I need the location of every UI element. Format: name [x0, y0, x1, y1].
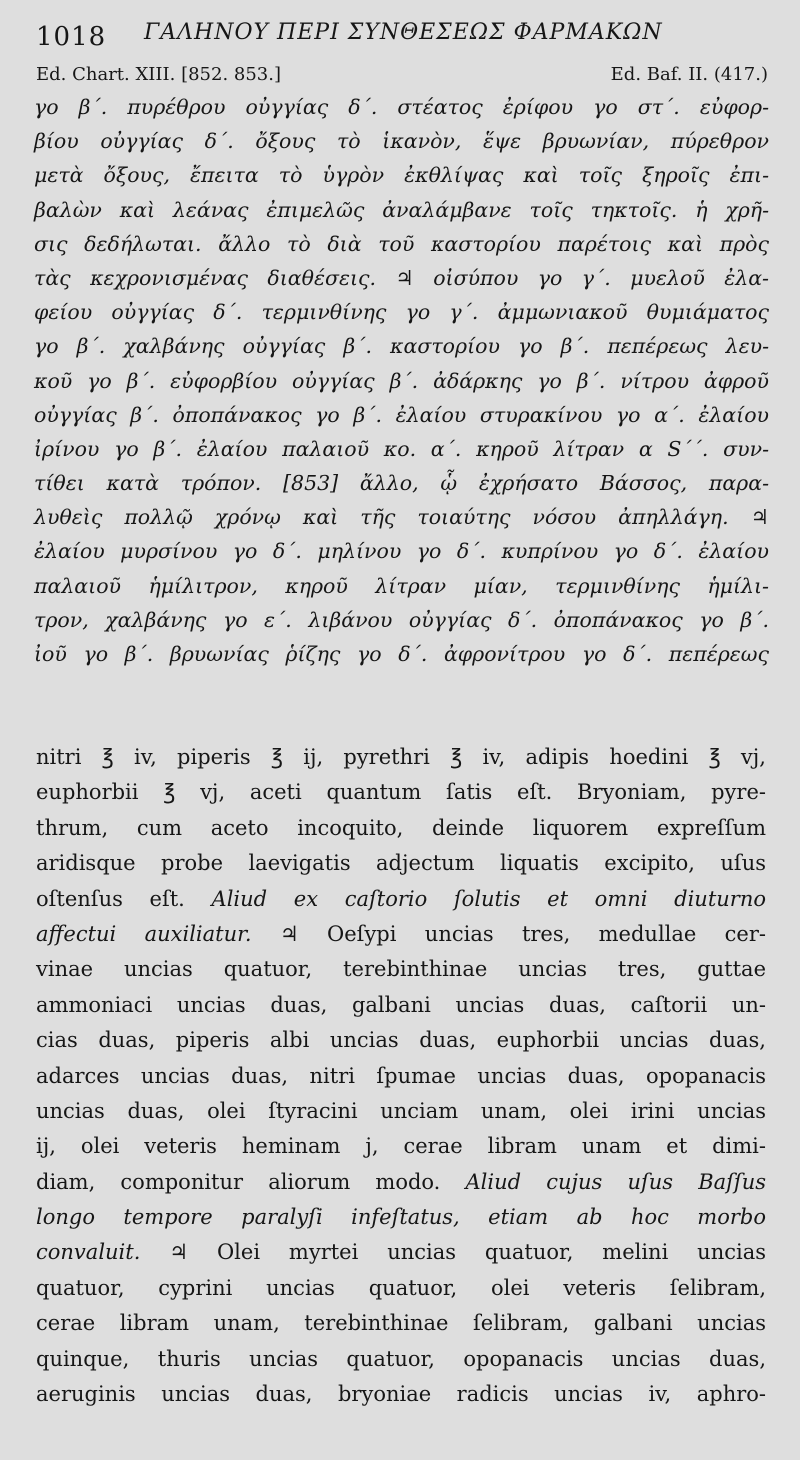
page-number: 1018 [36, 22, 107, 52]
latin-text-line [36, 1200, 766, 1235]
greek-text-line: παλαιοῦ ἡμίλιτρον, κηροῦ λίτραν μίαν, τερμινθίνης ἡμίλι- [34, 573, 769, 598]
latin-text-line [36, 988, 766, 1023]
italic-run: Aliud ex caſtorio ſolutis et omni diuturno [211, 886, 767, 911]
text-run: nitri ℥ iv, piperis ℥ ij, pyrethri ℥ iv, adipis hoedini ℥ vj, [36, 745, 766, 769]
greek-text-line: γο β΄. πυρέθρου οὐγγίας δ΄. στέατος ἐρίφου γο στ΄. εὐφορ- [34, 95, 769, 119]
text-run: oſtenſus eſt. [36, 886, 212, 911]
edition-chartier: Ed. Chart. XIII. [852. 853.] [36, 64, 281, 85]
latin-text-line [36, 1306, 766, 1341]
text-run: aeruginis uncias duas, bryoniae radicis uncias iv, aphro- [36, 1382, 766, 1407]
text-run: vinae uncias quatuor, terebinthinae uncias tres, guttae [36, 957, 766, 982]
greek-text-line: τὰς κεχρονισμένας διαθέσεις. ♃ οἰσύπου γο γ΄. μυελοῦ ἐλα- [34, 265, 769, 290]
latin-text-line [36, 1342, 766, 1377]
greek-text-line: ἐλαίου μυρσίνου γο δ΄. μηλίνου γο δ΄. κυπρίνου γο δ΄. ἐλαίου [34, 539, 769, 564]
text-run: uncias duas, olei ſtyracini unciam unam, olei irini uncias [36, 1098, 766, 1123]
greek-text-line: κοῦ γο β΄. εὐφορβίου οὐγγίας β΄. ἀδάρκης γο β΄. νίτρου ἀφροῦ [34, 368, 769, 393]
text-run: ammoniaci uncias duas, galbani uncias duas, caſtorii un- [36, 992, 766, 1017]
greek-text-line: βίου οὐγγίας δ΄. ὄξους τὸ ἱκανὸν, ἕψε βρυωνίαν, πύρεθρον [34, 129, 769, 154]
italic-run: convaluit. [36, 1240, 141, 1265]
greek-text-line: τρον, χαλβάνης γο ε΄. λιβάνου οὐγγίας δ΄. ὀποπάνακος γο β΄. [34, 607, 769, 632]
latin-text-line [36, 952, 766, 987]
greek-text-line: γο β΄. χαλβάνης οὐγγίας β΄. καστορίου γο β΄. πεπέρεως λευ- [34, 334, 769, 359]
greek-text-line: σις δεδήλωται. ἄλλο τὸ διὰ τοῦ καστορίου παρέτοις καὶ πρὸς [34, 231, 769, 256]
italic-run: longo tempore paralyſi infeſtatus, etiam ab hoc morbo [36, 1205, 766, 1230]
running-head [36, 12, 770, 52]
italic-run: Aliud cujus uſus Baſſus [465, 1169, 767, 1194]
text-run: ♃ Oeſypi uncias tres, medullae cer- [251, 921, 766, 946]
latin-text-line [36, 775, 766, 810]
latin-text-line [36, 917, 766, 952]
edition-line [36, 60, 768, 90]
running-title: ΓΑΛΗΝΟΥ ΠΕΡΙ ΣΥΝΘΕΣΕΩΣ ΦΑΡΜΑΚΩΝ [144, 20, 663, 45]
greek-text-line: βαλὼν καὶ λεάνας ἐπιμελῶς ἀναλάμβανε τοῖς τηκτοῖς. ἡ χρῆ- [34, 197, 769, 222]
greek-text-line: λυθεὶς πολλῷ χρόνῳ καὶ τῆς τοιαύτης νόσου ἀπηλλάγη. ♃ [34, 505, 769, 530]
latin-text-line [36, 1059, 766, 1094]
greek-text-line: ἰρίνου γο β΄. ἐλαίου παλαιοῦ κο. α΄. κηροῦ λίτραν α S΄΄. συν- [34, 436, 769, 461]
latin-text-line [36, 846, 766, 881]
greek-text-line: οὐγγίας β΄. ὀποπάνακος γο β΄. ἐλαίου στυρακίνου γο α΄. ἐλαίου [34, 402, 769, 427]
text-run: euphorbii ℥ vj, aceti quantum ſatis eſt. Bryoniam, pyre- [36, 780, 766, 805]
latin-text-line [36, 1094, 766, 1129]
greek-text [34, 90, 769, 671]
latin-text-line [36, 1023, 766, 1058]
latin-text-line [36, 1377, 766, 1412]
latin-translation [36, 740, 766, 1412]
latin-text-line [36, 811, 766, 846]
text-run: adarces uncias duas, nitri ſpumae uncias duas, opopanacis [36, 1063, 766, 1088]
text-run: quatuor, cyprini uncias quatuor, olei veteris ſelibram, [36, 1275, 766, 1300]
text-run: aridisque probe laevigatis adjectum liquatis excipito, uſus [36, 851, 766, 876]
latin-text-line [36, 1165, 766, 1200]
text-run: cias duas, piperis albi uncias duas, euphorbii uncias duas, [36, 1028, 766, 1053]
latin-text-line [36, 1235, 766, 1270]
text-run: thrum, cum aceto incoquito, deinde liquorem expreſſum [36, 815, 766, 840]
greek-text-line: τίθει κατὰ τρόπον. [853] ἄλλο, ᾧ ἐχρήσατο Βάσσος, παρα- [34, 471, 769, 496]
greek-text-line: ἰοῦ γο β΄. βρυωνίας ῥίζης γο δ΄. ἀφρονίτρου γο δ΄. πεπέρεως [34, 642, 769, 666]
latin-text-line [36, 882, 766, 917]
text-run: ♃ Olei myrtei uncias quatuor, melini uncias [140, 1240, 766, 1265]
italic-run: affectui auxiliatur. [36, 921, 252, 946]
latin-text-line [36, 1271, 766, 1306]
text-run: ij, olei veteris heminam j, cerae libram unam et dimi- [36, 1134, 766, 1159]
greek-text-line: μετὰ ὄξους, ἔπειτα τὸ ὑγρὸν ἐκθλίψας καὶ τοῖς ξηροῖς ἐπι- [34, 163, 769, 188]
latin-text-line [36, 740, 766, 775]
text-run: cerae libram unam, terebinthinae ſelibram, galbani uncias [36, 1311, 766, 1336]
edition-basel: Ed. Baf. II. (417.) [610, 64, 768, 85]
latin-text-line [36, 1129, 766, 1164]
text-run: quinque, thuris uncias quatuor, opopanacis uncias duas, [36, 1346, 766, 1371]
text-run: diam, componitur aliorum modo. [36, 1169, 466, 1194]
greek-text-line: φείου οὐγγίας δ΄. τερμινθίνης γο γ΄. ἀμμωνιακοῦ θυμιάματος [34, 300, 769, 325]
